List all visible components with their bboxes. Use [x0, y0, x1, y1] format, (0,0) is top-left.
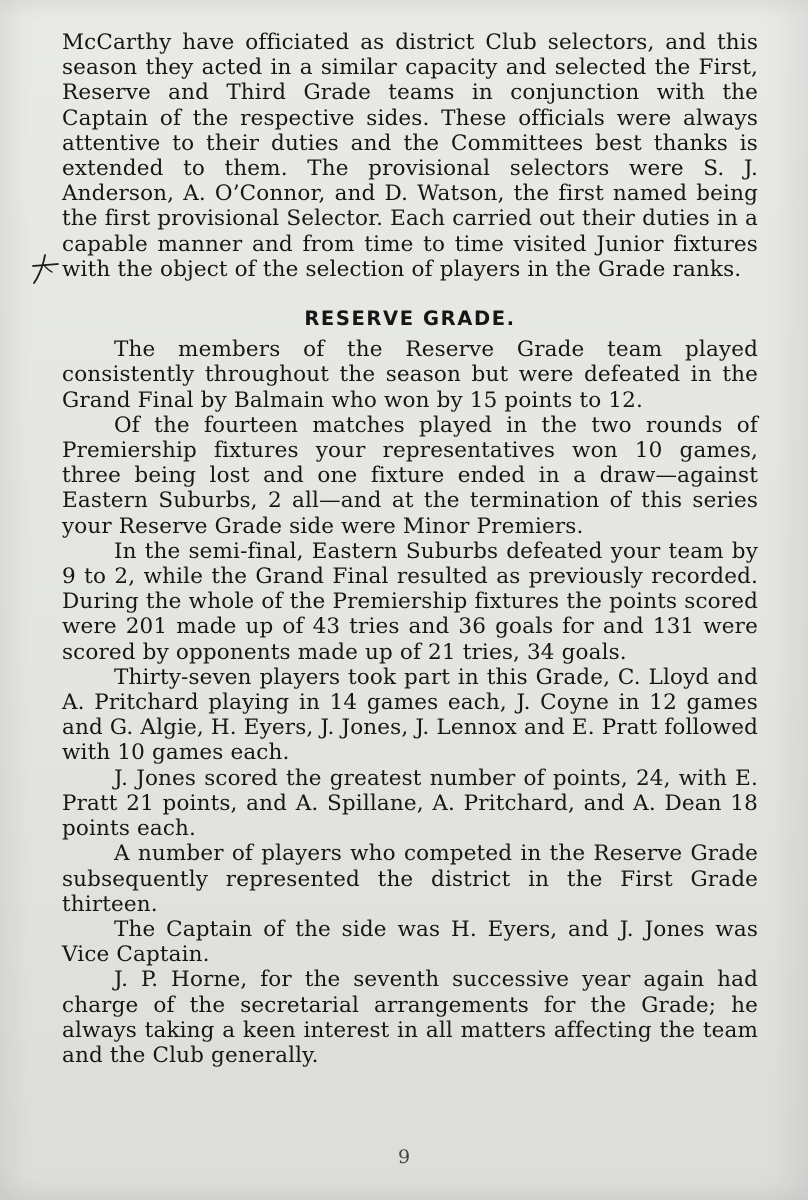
paragraph-secretary: J. P. Horne, for the seventh successive year again had charge of the secretarial arrangements for the Grade; he always taking a keen interest in all matters affecting the team and the Club generally.: [62, 967, 758, 1068]
pen-tick-mark: [30, 252, 60, 286]
paragraph-semi-final: In the semi-final, Eastern Suburbs defeated your team by 9 to 2, while the Grand Final resulted as previously recorded. During the whole of the Premiership fixtures the points scored were 201 made up of 43 tries and 36 goals for and 131 were scored by opponents made up of 21 tries, 34 goals.: [62, 538, 758, 665]
paragraph-matches: Of the fourteen matches played in the two rounds of Premiership fixtures your representatives won 10 games, three being lost and one fixture ended in a draw—against Eastern Suburbs, 2 all—and at the termination of this series your Reserve Grade side were Minor Premiers.: [62, 412, 758, 539]
section-heading: RESERVE GRADE.: [304, 307, 516, 331]
paragraph-captain: The Captain of the side was H. Eyers, and J. Jones was Vice Captain.: [62, 916, 758, 968]
paragraph-first-grade: A number of players who competed in the Reserve Grade subsequently represented the district in the First Grade thirteen.: [62, 841, 758, 917]
paragraph-players: Thirty-seven players took part in this Grade, C. Lloyd and A. Pritchard playing in 14 games each, J. Coyne in 12 games and G. Algie, H. Eyers, J. Jones, J. Lennox and E. Pratt followed with 10 games each.: [62, 664, 758, 766]
body-text: [62, 30, 758, 1068]
paragraph-points: J. Jones scored the greatest number of points, 24, with E. Pratt 21 points, and A. Spillane, A. Pritchard, and A. Dean 18 points each.: [62, 765, 758, 842]
opening-paragraph: McCarthy have officiated as district Club selectors, and this season they acted in a similar capacity and selected the First, Reserve and Third Grade teams in conjunction with the Captain of the respective sides. These officials were always attentive to their duties and the Committees best thanks is extended to them. The provisional selectors were S. J. Anderson, A. O’Connor, and D. Watson, the first named being the first provisional Selector. Each carried out their duties in a capable manner and from time to time visited Junior fixtures with the object of the selection of players in the Grade ranks.: [62, 30, 758, 282]
page-number: 9: [397, 1146, 411, 1168]
paragraph-grand-final: The members of the Reserve Grade team played consistently throughout the season but were defeated in the Grand Final by Balmain who won by 15 points to 12.: [62, 337, 758, 413]
